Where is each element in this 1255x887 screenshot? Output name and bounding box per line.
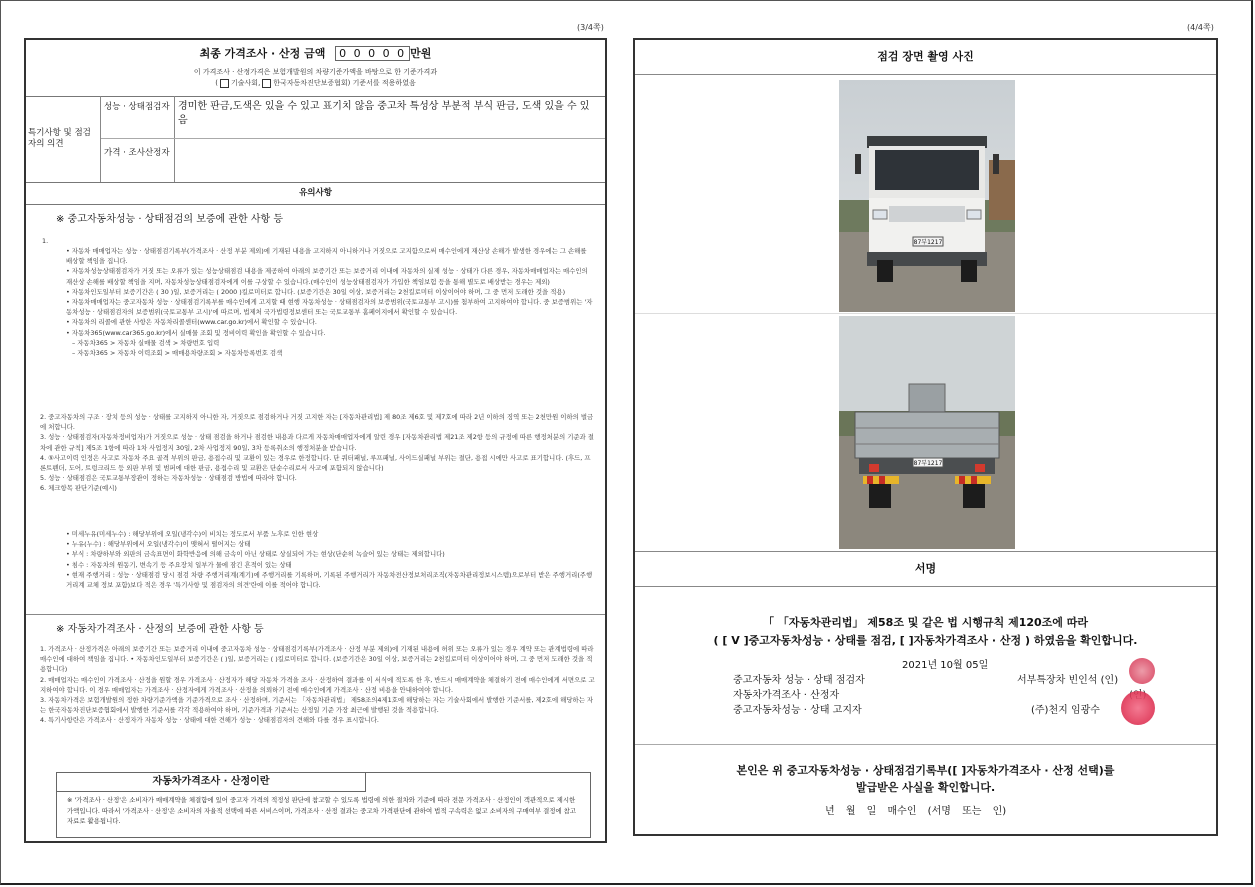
notifier-role: 중고자동차성능 · 상태 고지자 [733, 705, 862, 716]
price-subtitle: 이 가격조사 · 산정가격은 보험개발원의 차량기준가액을 바탕으로 한 기준가격과 [193, 68, 438, 76]
checkbox-icon [262, 79, 271, 88]
page-number-left: (3/4쪽) [577, 23, 604, 32]
inspector-role: 중고자동차 성능 · 상태 점검자 [733, 675, 865, 686]
photo-section-title: 점검 장면 촬영 사진 [635, 40, 1216, 75]
page-number-right: (4/4쪽) [1187, 23, 1214, 32]
section1-title: ※ 중고자동차성능 · 상태점검의 보증에 관한 사항 등 [56, 214, 284, 225]
final-price-box [26, 40, 605, 97]
section1-items [40, 412, 595, 527]
inspection-confirmation-line: ( [ V ]중고자동차성능 · 상태를 점검, [ ]자동차가격조사 · 산정 ) 하였음을 확인합니다. [713, 634, 1138, 647]
list-item: • 미세누유(미세누수) : 해당부위에 오일(냉각수)이 비치는 정도로서 부품 노후로 인한 현상 [66, 530, 319, 538]
list-item: • 자동차365(www.car365.go.kr)에서 실매물 조회 및 정비이력 확인을 확인할 수 있습니다. [66, 328, 326, 337]
list-item: 3. 성능 · 상태점검자(자동차정비업자)가 거짓으로 성능 · 상태 점검을 하거나 점검한 내용과 다르게 자동차매매업자에게 알린 경우 [자동차관리법 제21조 제2항 등의 규정에 따른 행정처분의 기준과 절차에 관한 규칙] 제5조 1항에 따라 1차 사업정지 30일, 2차 사업정지 90일, 3차 등록취소의 행정처분을 받습니다. [40, 433, 594, 452]
notice-title: 유의사항 [26, 182, 605, 205]
list-item: • 자동차성능상태점검자가 거짓 또는 오류가 있는 성능상태점검 내용을 제공하여 아래의 보증기간 또는 보증거리 이내에 자동차의 실제 성능 · 상태가 다른 경우, 자동차매매업자는 매수인의 재산상 손해를 배상할 책임을 지며, 자동차성능상태점검자에게 이를 구상할 수 있습니다.(매수인이 성능상태점검자가 가입한 책임보험 등을 통해 별도로 배상받는 경우는 제외) [66, 267, 588, 286]
price-subtitle-2: ( 기술사회, 한국자동차진단보증협회) 기준서를 적용하였음 [215, 79, 416, 87]
inspector-opinion: 경미한 판금,도색은 있을 수 있고 표기치 않음 중고차 특성상 부분적 부식 판금, 도색 있을 수 있음 [178, 101, 590, 126]
list-item: • 자동차의 리콜에 관한 사항은 자동차리콜센터(www.car.go.kr)에서 확인할 수 있습니다. [66, 318, 317, 327]
criteria-bullets [66, 529, 594, 609]
appraisal-definition-box [56, 772, 591, 838]
law-reference-line: 「 「자동차관리법」 제58조 및 같은 법 시행규칙 제120조에 따라 [762, 616, 1089, 629]
list-item: – 자동차365 > 자동차 이력조회 > 매매용차량조회 > 자동차등록번호 검색 [72, 349, 283, 358]
list-item: • 자동차 매매업자는 성능 · 상태점검기록부(가격조사 · 산정 부분 제외)에 기재된 내용을 고지하지 아니하거나 거짓으로 고지함으로써 매수인에게 재산상 손해가 발생한 경우에는 그 손해를 배상할 책임을 집니다. [66, 247, 587, 266]
list-item: 2. 매매업자는 매수인이 가격조사 · 산정을 원할 경우 가격조사 · 산정자가 해당 자동차 가격을 조사 · 산정하여 결과를 이 서식에 적도록 한 후, 반드시 매매계약을 체결하기 전에 매수인에게 서면으로 고지하여야 합니다. 이 경우 매매업자는 가격조사 · 산정자에게 가격조사 · 산정을 의뢰하기 전에 매수인에게 가격조사 · 산정 비용을 안내하여야 합니다. [40, 675, 595, 694]
section2-title: ※ 자동차가격조사 · 산정의 보증에 관한 사항 등 [56, 624, 264, 635]
section1-bullets [66, 246, 594, 404]
inspector-stamp-icon [1129, 658, 1155, 684]
list-item: • 부식 : 차량하부와 외판의 금속표면이 화학반응에 의해 금속이 아닌 상태로 상실되어 가는 현상(단순히 녹슬어 있는 상태는 제외합니다) [66, 550, 445, 559]
appraisal-definition-title: 자동차가격조사 · 산정이란 [57, 773, 366, 792]
list-item: • 침수 : 자동차의 원동기, 변속기 등 주요장치 일부가 물에 잠긴 흔적이 있는 상태 [66, 560, 292, 569]
truck-front-photo [839, 80, 1015, 312]
signature-title: 서명 [635, 551, 1216, 587]
buyer-confirmation-line: 본인은 위 중고자동차성능 · 상태점검기록부([ ]자동차가격조사 · 산정 선택)를 [736, 764, 1115, 777]
inspector-name: 서부특장차 빈인석 (인) [1017, 675, 1119, 686]
appraiser-role: 자동차가격조사 · 산정자 [733, 690, 840, 701]
list-item: 2. 중고자동차의 구조 · 장치 등의 성능 · 상태를 고지하지 아니한 자, 거짓으로 점검하거나 거짓 고지한 자는 [자동차관리법] 제 80조 제6호 및 제7호에 따라 2년 이하의 징역 또는 2천만원 이하의 벌금에 처합니다. [40, 413, 594, 432]
list-item: • 자동차매매업자는 중고자동차 성능 · 상태점검기록부를 매수인에게 고지할 때 현행 자동차성능 · 상태점검자의 보증범위(국토교통부 고시)를 첨부하여 고지하여야 합니다. 중 보증범위는 '자동차성능 · 상태점검자의 보증범위(국토교통부 고시)'에 따르며, 법제처 국가법령정보센터 또는 국토교통부 홈페이지에서 확인할 수 있습니다. [66, 298, 593, 317]
final-price-title: 최종 가격조사 · 산정 금액 [199, 47, 326, 60]
inspector-label: 성능 · 상태점검자 [104, 102, 170, 112]
special-notes-section [26, 96, 605, 183]
list-item: 4. 특기사항란은 가격조사 · 산정자가 자동차 성능 · 상태에 대한 견해가 성능 · 상태점검자의 견해와 다를 경우 표시합니다. [40, 716, 379, 725]
left-page: 최종 가격조사 · 산정 금액 0 0 0 0 0 만원 이 가격조사 · 산정가격은 보험개발원의 차량기준가액을 바탕으로 한 기준가격과 ( 기술사회, 한국자동차진단보증협회) 기준서를 적용하였음 특기사항 및 점검자의 의견 성능 · 상태점검자 가격 · 조사산정자 경미한 판금,도색은 있을 수 있고 표기치 않음 중고차 특성상 부분적 부식 판금, 도색 있을 수 있음 유의사항 ※ 중고자동차성능 · 상태점검의 보증에 관한 사항 등 1. • 자동차 매매업자는 성능 · 상태점검기록부(가격조사 · 산정 부분 제외)에 기재된 내용을 고지하지 아니하거나 거짓으로 고지함으로써 매수인에게 재산상 손해가 발생한 경우에는 그 손해를 배상할 책임을 집니다. • 자동차성능상태점검자가 거짓 또는 오류가 있는 성능상태점검 내용을 제공하여 아래의 보증기간 또는 보증거리 이내에 자동차의 실제 성능 · 상태가 다른 경우, 자동차매매업자는 매수인의 재산상 손해를 배상할 책임을 지며, 자동차성능상태점검자에게 이를 구상할 수 있습니다.(매수인이 성능상태점검자가 가입한 책임보험 등을 통해 별도로 배상받는 경우는 제외) • 자동차인도일부터 보증기간은 ( 30 )일, 보증거리는 ( 2000 )킬로미터로 합니다. (보증기간은 30일 이상, 보증거리는 2천킬로미터 이상이어야 하며, 그 중 먼저 도래한 것을 적용) • 자동차매매업자는 중고자동차 성능 · 상태점검기록부를 매수인에게 고지할 때 현행 자동차성능 · 상태점검자의 보증범위(국토교통부 고시)를 첨부하여 고지하여야 합니다. 중 보증범위는 '자동차성능 · 상태점검자의 보증범위(국토교통부 고시)'에 따르며, 법제처 국가법령정보센터 또는 국토교통부 홈페이지에서 확인할 수 있습니다. • 자동차의 리콜에 관한 사항은 자동차리콜센터(www.car.go.kr)에서 확인할 수 있습니다. • 자동차365(www.car365.go.kr)에서 실매물 조회 및 정비이력 확인을 확인할 수 있습니다. – 자동차365 > 자동차 실매물 검색 > 차량번호 입력 – 자동차365 > 자동차 이력조회 > 매매용차량조회 > 자동차등록번호 검색 2. 중고자동차의 구조 · 장치 등의 성능 · 상태를 고지하지 아니한 자, 거짓으로 점검하거나 거짓 고지한 자는 [자동차관리법] 제 80조 제6호 및 제7호에 따라 2년 이하의 징역 또는 2천만원 이하의 벌금에 처합니다. 3. 성능 · 상태점검자(자동차정비업자)가 거짓으로 성능 · 상태 점검을 하거나 점검한 내용과 다르게 자동차매매업자에게 알린 경우 [자동차관리법 제21조 제2항 등의 규정에 따른 행정처분의 기준과 절차에 관한 규칙] 제5조 1항에 따라 1차 사업정지 30일, 2차 사업정지 90일, 3차 등록취소의 행정처분을 받습니다. 4. ⑤사고이력 인정은 사고로 자동차 주요 골격 부위의 판금, 용접수리 및 교환이 있는 경우로 한정합니다. 단 쿼터패널, 루프패널, 사이드실패널 부위는 절단, 용접 시에만 사고로 표기합니다. (후드, 프론트펜더, 도어, 트렁크리드 등 외판 부위 및 범퍼에 대한 판금, 용접수리 및 교환은 단순수리로서 사고에 포함되지 않습니다) 5. 성능 · 상태점검은 국토교통부장관이 정하는 자동차성능 · 상태점검 방법에 따라야 합니다. 6. 체크항목 판단기준(예시) • 미세누유(미세누수) : 해당부위에 오일(냉각수)이 비치는 정도로서 부품 노후로 인한 현상 • 누유(누수) : 해당부위에서 오일(냉각수)이 맺혀서 떨어지는 상태 • 부식 : 차량하부와 외판의 금속표면이 화학반응에 의해 금속이 아닌 상태로 상실되어 가는 현상(단순히 녹슬어 있는 상태는 제외합니다) • 침수 : 자동차의 원동기, 변속기 등 주요장치 일부가 물에 잠긴 흔적이 있는 상태 • 현재 주행거리 : 성능 · 상태점검 당시 점검 차량 주행거리계(계기)에 주행거리를 기록하며, 기록된 주행거리가 자동차전산정보처리조직(자동차관리정보시스템)으로부터 받은 주행거리(주행거리계 교체 정보 포함)보다 적은 경우 '특기사항 및 점검자의 의견'란에 이를 적어야 합니다. ※ 자동차가격조사 · 산정의 보증에 관한 사항 등 1. 가격조사 · 산정가격은 아래의 보증기간 또는 보증거리 이내에 중고자동차 성능 · 상태점검기록부(가격조사 · 산정 부분 제외)에 기재된 내용에 허위 또는 오류가 있는 경우 계약 또는 관계법령에 따라 매수인에 대하여 책임을 집니다. • 자동차인도일부터 보증기간은 ( )일, 보증거리는 ( )킬로미터로 합니다. (보증기간은 30일 이상, 보증거리는 2천킬로미터 이상이어야 하며, 그 중 먼저 도래한 것을 적용합니다) 2. 매매업자는 매수인이 가격조사 · 산정을 원할 경우 가격조사 · 산정자가 해당 자동차 가격을 조사 · 산정하여 결과를 이 서식에 적도록 한 후, 반드시 매매계약을 체결하기 전에 매수인에게 서면으로 고지하여야 합니다. 이 경우 매매업자는 가격조사 · 산정자에게 가격조사 · 산정을 의뢰하기 전에 매수인에게 가격조사 · 산정 비용을 안내하여야 합니다. 3. 자동차가격은 보험개발원의 정한 차량기준가액을 기준가격으로 조사 · 산정하며, 기준서는 「자동차관리법」 제58조의4제1호에 해당하는 자는 기술사회에서 발행한 기준서를, 제2호에 해당하는 자는 한국자동차진단보증협회에서 발행한 기준서를 각각 적용하여야 하며, 기준가격과 기준서는 산정일 기준 가장 최근에 발행된 것을 적용합니다. 4. 특기사항란은 가격조사 · 산정자가 자동차 성능 · 상태에 대한 견해가 성능 · 상태점검자의 견해와 다를 경우 표시합니다. 자동차가격조사 · 산정이란 ※ '가격조사 · 산정'은 소비자가 매매계약을 체결함에 있어 중고자 가격의 적정성 판단에 참고할 수 있도록 법령에 의한 절차와 기준에 따라 전문 가격조사 · 산정인이 객관적으로 제시한 가액입니다. 따라서 '가격조사 · 산정'은 소비자의 자율적 선택에 따른 서비스이며, 가격조사 · 산정 결과는 중고차 가격판단에 관하여 법적 구속력은 없고 소비자의 구매여부 결정에 참고자료로 활용됩니다. [24, 38, 607, 843]
appraisal-definition-text: ※ '가격조사 · 산정'은 소비자가 매매계약을 체결함에 있어 중고자 가격의 적정성 판단에 참고할 수 있도록 법령에 의한 절차와 기준에 따라 전문 가격조사 · 산정인이 객관적으로 제시한 가액입니다. 따라서 '가격조사 · 산정'은 소비자의 자율적 선택에 따른 서비스이며, 가격조사 · 산정 결과는 중고차 가격판단에 관하여 법적 구속력은 없고 소비자의 구매여부 결정에 참고자료로 활용됩니다. [67, 796, 577, 825]
front-plate: 87부1217 [913, 239, 943, 246]
rear-plate: 87부1217 [913, 460, 943, 467]
checkbox-icon [220, 79, 229, 88]
list-item: • 현재 주행거리 : 성능 · 상태점검 당시 점검 차량 주행거리계(계기)에 주행거리를 기록하며, 기록된 주행거리가 자동차전산정보처리조직(자동차관리정보시스템)으로부터 받은 주행거리(주행거리계 교체 정보 포함)보다 적은 경우 '특기사항 및 점검자의 의견'란에 이를 적어야 합니다. [66, 570, 593, 590]
special-notes-label: 특기사항 및 점검자의 의견 [28, 128, 91, 149]
amount-field: 0 0 0 0 0 [335, 46, 410, 61]
list-item: 5. 성능 · 상태점검은 국토교통부장관이 정하는 자동차성능 · 상태점검 방법에 따라야 합니다. [40, 474, 297, 483]
list-item: • 자동차인도일부터 보증기간은 ( 30 )일, 보증거리는 ( 2000 )킬로미터로 합니다. (보증기간은 30일 이상, 보증거리는 2천킬로미터 이상이어야 하며, 그 중 먼저 도래한 것을 적용) [66, 287, 566, 296]
list-item: 1. 가격조사 · 산정가격은 아래의 보증기간 또는 보증거리 이내에 중고자동차 성능 · 상태점검기록부(가격조사 · 산정 부분 제외)에 기재된 내용에 허위 또는 오류가 있는 경우 계약 또는 관계법령에 따라 매수인에 대하여 책임을 집니다. • 자동차인도일부터 보증기간은 ( )일, 보증거리는 ( )킬로미터로 합니다. (보증기간은 30일 이상, 보증거리는 2천킬로미터 이상이어야 하며, 그 중 먼저 도래한 것을 적용합니다) [40, 645, 594, 674]
notifier-stamp-icon [1121, 691, 1155, 725]
list-item: – 자동차365 > 자동차 실매물 검색 > 차량번호 입력 [72, 338, 220, 347]
list-item: 4. ⑤사고이력 인정은 사고로 자동차 주요 골격 부위의 판금, 용접수리 및 교환이 있는 경우로 한정합니다. 단 쿼터패널, 루프패널, 사이드실패널 부위는 절단, 용접 시에만 사고로 표기합니다. (후드, 프론트펜더, 도어, 트렁크리드 등 외판 부위 및 범퍼에 대한 판금, 용접수리 및 교환은 단순수리로서 사고에 포함되지 않습니다) [40, 453, 591, 473]
list-item: 3. 자동차가격은 보험개발원의 정한 차량기준가액을 기준가격으로 조사 · 산정하며, 기준서는 「자동차관리법」 제58조의4제1호에 해당하는 자는 기술사회에서 발행한 기준서를, 제2호에 해당하는 자는 한국자동차진단보증협회에서 발행한 기준서를 각각 적용하여야 하며, 기준가격과 기준서는 산정일 기준 가장 최근에 발행된 것을 적용합니다. [40, 696, 594, 715]
list-item: 6. 체크항목 판단기준(예시) [40, 484, 117, 493]
buyer-signature-line: 년 월 일 매수인 (서명 또는 인) [825, 806, 1007, 817]
truck-rear-photo [839, 316, 1015, 549]
appraiser-label: 가격 · 조사산정자 [104, 148, 170, 158]
right-page [633, 38, 1218, 836]
list-item: • 누유(누수) : 해당부위에서 오일(냉각수)이 맺혀서 떨어지는 상태 [66, 540, 251, 549]
amount-unit: 만원 [410, 47, 432, 60]
notifier-name: (주)천지 임광수 [1031, 705, 1100, 716]
buyer-confirmation-line-2: 발급받은 사실을 확인합니다. [855, 781, 996, 794]
section2-items [40, 644, 595, 766]
inspection-date: 2021년 10월 05일 [902, 660, 989, 671]
